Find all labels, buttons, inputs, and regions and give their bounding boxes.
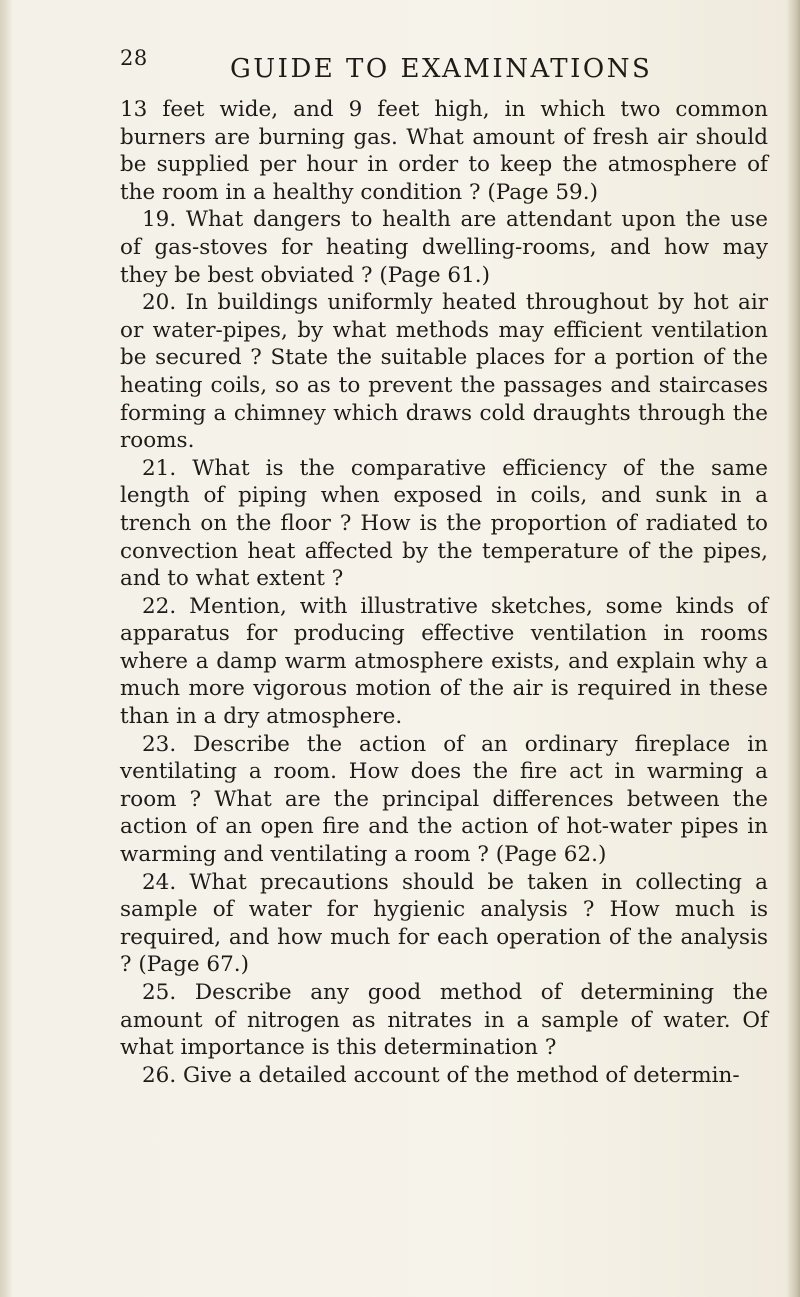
- question-20: 20. In buildings uniformly heated throughout by hot air or water-pipes, by what methods may efficient ventilation be secured ? State the suitable places for a portion of the heating coils, so as to prevent the passages and staircases forming a chimney which draws cold draughts through the rooms.: [120, 290, 768, 454]
- question-19: 19. What dangers to health are attendant upon the use of gas-stoves for heating dwelling-rooms, and how may they be best obviated ? (Page 61.): [120, 207, 768, 288]
- page-edge-shadow: [786, 0, 800, 1297]
- question-22: 22. Mention, with illustrative sketches, some kinds of apparatus for producing effective ventilation in rooms where a damp warm atmosphere exists, and explain why a much more vigorous motion of the air is required in these than in a dry atmosphere.: [120, 593, 768, 730]
- page-gutter-shadow: [0, 0, 12, 1297]
- page-header: [120, 46, 750, 86]
- page-number: 28: [120, 46, 148, 70]
- question-21: 21. What is the comparative efficiency of the same length of piping when exposed in coils, and sunk in a trench on the floor ? How is the proportion of radiated to convection heat affected by the temperature of the pipes, and to what extent ?: [120, 455, 768, 592]
- paragraph-continuation: 13 feet wide, and 9 feet high, in which two common burners are burning gas. What amount of fresh air should be supplied per hour in order to keep the atmosphere of the room in a healthy condition ? (Page 59.): [120, 97, 768, 205]
- question-25: 25. Describe any good method of determining the amount of nitrogen as nitrates in a sample of water. Of what importance is this determination ?: [120, 980, 768, 1061]
- page-body: [120, 96, 768, 1089]
- running-head: GUIDE TO EXAMINATIONS: [230, 54, 653, 84]
- question-26: 26. Give a detailed account of the method of determin-: [142, 1062, 740, 1088]
- question-23: 23. Describe the action of an ordinary fireplace in ventilating a room. How does the fire act in warming a room ? What are the principal differences between the action of an open fire and the action of hot-water pipes in warming and ventilating a room ? (Page 62.): [120, 731, 768, 868]
- question-24: 24. What precautions should be taken in collecting a sample of water for hygienic analysis ? How much is required, and how much for each operation of the analysis ? (Page 67.): [120, 869, 768, 978]
